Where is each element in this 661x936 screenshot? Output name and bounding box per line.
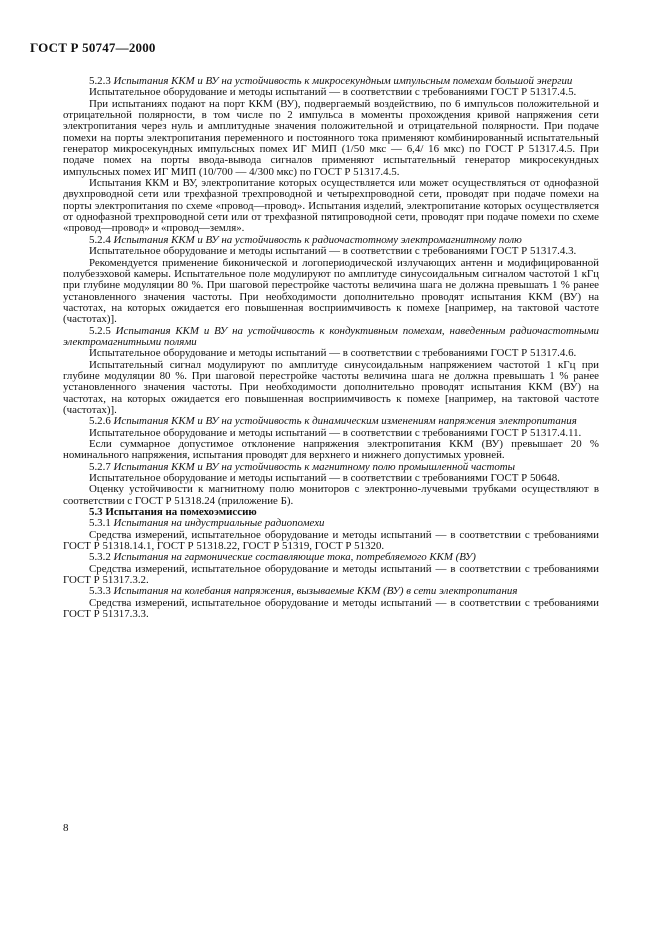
subsection-heading (63, 326, 599, 349)
subsection-number: 5.2.3 (89, 75, 111, 87)
body-paragraph: Испытания ККМ и ВУ, электропитание которых осуществляется или может осуществляться от однофазной двухпроводной сети или трехфазной трехпроводной и четырехпроводной сети, проводят при подаче помехи на порты электропитания по схеме «провод—провод». Испытания изделий, электропитание которых осуществляется от однофазной трехпроводной сети или от трехфазной пятипроводной сети, проводят при подаче помехи по схеме «провод—провод» и «провод—земля». (63, 177, 599, 235)
subsection-number: 5.3.3 (89, 585, 111, 598)
subsection-number: 5.3.2 (89, 551, 111, 564)
body-paragraph: Испытательное оборудование и методы испытаний — в соответствии с требованиями ГОСТ Р 51317.4.6. (89, 347, 577, 360)
subsection-title: Испытания ККМ и ВУ на устойчивость к магнитному полю промышленной частоты (113, 460, 516, 473)
body-paragraph: Средства измерений, испытательное оборудование и методы испытаний — в соответствии с требованиями ГОСТ Р 51317.3.3. (63, 596, 599, 621)
section-title: Испытания на помехоэмиссию (105, 506, 257, 519)
document-number-header: ГОСТ Р 50747—2000 (30, 40, 156, 55)
body-paragraph: Оценку устойчивости к магнитному полю мониторов с электронно-лучевыми трубками осуществляют в соответствии с ГОСТ Р 51318.24 (приложение Б). (63, 483, 599, 507)
section-number: 5.3 (89, 506, 103, 519)
subsection-number: 5.2.6 (89, 415, 111, 428)
subsection-title: Испытания на индустриальные радиопомехи (113, 517, 325, 530)
subsection-number: 5.2.7 (89, 460, 111, 473)
body-paragraph: Испытательное оборудование и методы испытаний — в соответствии с требованиями ГОСТ Р 51317.4.11. (89, 426, 582, 439)
body-paragraph: Средства измерений, испытательное оборудование и методы испытаний — в соответствии с требованиями ГОСТ Р 51318.14.1, ГОСТ Р 51318.22, ГОСТ Р 51319, ГОСТ Р 51320. (63, 528, 599, 553)
page-number: 8 (63, 822, 69, 834)
document-body (63, 76, 599, 621)
subsection-number: 5.2.5 (89, 324, 111, 337)
subsection-title: Испытания ККМ и ВУ на устойчивость к радиочастотному электромагнитному полю (113, 233, 522, 246)
subsection-number: 5.2.4 (89, 233, 111, 246)
body-paragraph: Рекомендуется применение биконической и логопериодической излучающих антенн и модифицированной полубезэховой камеры. Испытательное поле модулируют по амплитуде синусоидальным сигналом частотой 1 кГц при глубине модуляции 80 %. При шаговой перестройке частоты величина шага не должна превышать 1 % ранее установленного значения частоты. При необходимости дополнительно проводят испытания ККМ (ВУ) на частотах, на которых ожидается его повышенная восприимчивость к помехе [например, на тактовой частоте (частотах)]. (63, 256, 599, 326)
subsection-title: Испытания на колебания напряжения, вызываемые ККМ (ВУ) в сети электропитания (113, 585, 518, 598)
body-paragraph: Средства измерений, испытательное оборудование и методы испытаний — в соответствии с требованиями ГОСТ Р 51317.3.2. (63, 562, 599, 587)
body-paragraph: Испытательное оборудование и методы испытаний — в соответствии с требованиями ГОСТ Р 51317.4.5. (89, 86, 577, 99)
body-paragraph: Испытательное оборудование и методы испытаний — в соответствии с требованиями ГОСТ Р 51317.4.3. (89, 245, 577, 258)
subsection-title: Испытания на гармонические составляющие тока, потребляемого ККМ (ВУ) (113, 551, 476, 564)
subsection-title: Испытания ККМ и ВУ на устойчивость к кондуктивным помехам, наведенным радиочастотными электромагнитными полями (63, 324, 599, 348)
subsection-heading (63, 416, 599, 427)
subsection-title: Испытания ККМ и ВУ на устойчивость к динамическим изменениям напряжения электропитания (113, 415, 577, 428)
body-paragraph: Испытательный сигнал модулируют по амплитуде синусоидальным напряжением частотой 1 кГц при глубине модуляции 80 %. При шаговой перестройке частоты величина шага не должна превышать 1 % ранее установленного значения частоты. При необходимости дополнительно проводят испытания ККМ (ВУ) на частотах, на которых ожидается его повышенная восприимчивость к помехе [например, на тактовой частоте (частотах)]. (63, 358, 599, 416)
body-paragraph: Если суммарное допустимое отклонение напряжения электропитания ККМ (ВУ) превышает 20 % номинального напряжения, испытания проводят для верхнего и нижнего допустимых уровней. (63, 438, 599, 462)
body-paragraph: При испытаниях подают на порт ККМ (ВУ), подвергаемый воздействию, по 6 импульсов положительной и отрицательной полярности, в том числе по 2 импульса в моменты прохождения кривой напряжения сети электропитания через нуль и амплитудные значения положительной и отрицательной полярности. При подаче помехи на порты электропитания переменного и постоянного тока применяют комбинированный испытательный генератор микросекундных импульсных помех ИГ МИП (1/50 мкс — 6,4/ 16 мкс) по ГОСТ Р 51317.4.5. При подаче помех на порты ввода-вывода сигналов применяют испытательный генератор микросекундных импульсных помех ИГ МИП (10/700 — 4/300 мкс) по ГОСТ Р 51317.4.5. (63, 97, 599, 178)
subsection-title: Испытания ККМ и ВУ на устойчивость к микросекундным импульсным помехам большой энергии (113, 75, 573, 87)
body-paragraph: Испытательное оборудование и методы испытаний — в соответствии с требованиями ГОСТ Р 50648. (89, 472, 560, 485)
subsection-number: 5.3.1 (89, 517, 111, 530)
